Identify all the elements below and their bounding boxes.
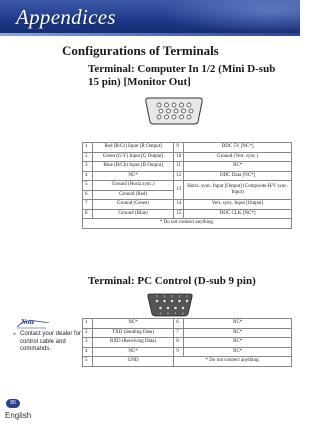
table-row: [83, 171, 292, 181]
pin-number: 6: [174, 319, 184, 329]
svg-text:9: 9: [159, 312, 162, 316]
pin-signal: Blue (B/Cb) Input [B Output]: [92, 162, 173, 172]
pin-signal: NC*: [184, 338, 292, 348]
table-footnote: * Do not connect anything.: [83, 219, 292, 229]
svg-text:6: 6: [182, 312, 184, 316]
pin-number: 8: [174, 338, 184, 348]
note-bullet: »: [13, 331, 16, 337]
table-row: [83, 181, 292, 191]
pin-signal: TXD (Sending Data): [92, 328, 173, 338]
pin-number: 4: [83, 171, 93, 181]
pin-number: 9: [174, 347, 184, 357]
table-row: [83, 357, 292, 367]
vga-terminal-title: Terminal: Computer In 1/2 (Mini D-sub 15 pin) [Monitor Out]: [88, 63, 276, 88]
table-footnote-row: [83, 219, 292, 229]
note-box: [13, 318, 82, 360]
pin-signal: GND: [92, 357, 173, 367]
page-number-badge: 80: [6, 399, 20, 408]
pin-number: 6: [83, 190, 93, 200]
note-label: Note: [21, 318, 35, 326]
pin-number: 7: [83, 200, 93, 210]
pin-number: 4: [83, 347, 93, 357]
page-header-title: Appendices: [16, 5, 116, 29]
pin-number: 2: [83, 152, 93, 162]
svg-text:4: 4: [163, 295, 166, 298]
pin-signal: NC*: [184, 328, 292, 338]
vga-connector-icon: [143, 96, 205, 126]
svg-text:1: 1: [186, 295, 188, 298]
pin-signal: NC*: [92, 319, 173, 329]
pin-number: 15: [174, 209, 184, 219]
table-row: [83, 209, 292, 219]
header-swoosh: [150, 0, 300, 36]
pin-signal: NC*: [92, 347, 173, 357]
language-label: English: [5, 411, 32, 420]
db9-connector-icon: [146, 292, 194, 318]
vga-pin-table: [82, 142, 292, 229]
pin-number: 1: [83, 143, 93, 153]
table-row: [83, 143, 292, 153]
pin-number: 13: [174, 181, 184, 200]
table-footnote: * Do not connect anything.: [174, 357, 292, 367]
svg-text:5: 5: [156, 295, 158, 298]
svg-text:8: 8: [167, 312, 169, 316]
pin-signal: RXD (Receiving Data): [92, 338, 173, 348]
pin-number: 2: [83, 328, 93, 338]
section-title: Configurations of Terminals: [62, 43, 219, 58]
pin-signal: DDC CLK [NC*]: [184, 209, 292, 219]
pin-signal: Green (G/Y) Input [G Output]: [92, 152, 173, 162]
svg-text:7: 7: [174, 312, 177, 316]
pin-signal: Ground (Vert. sync.): [184, 152, 292, 162]
pin-number: 9: [174, 143, 184, 153]
table-row: [83, 319, 292, 329]
pin-number: 3: [83, 162, 93, 172]
header-band: [0, 0, 300, 36]
table-row: [83, 200, 292, 210]
table-row: [83, 347, 292, 357]
table-row: [83, 328, 292, 338]
pin-signal: Ground (Green): [92, 200, 173, 210]
pin-signal: Ground (Blue): [92, 209, 173, 219]
table-row: [83, 338, 292, 348]
pin-signal: DDC 5V [NC*]: [184, 143, 292, 153]
pin-number: 10: [174, 152, 184, 162]
pin-signal: NC*: [92, 171, 173, 181]
pin-signal: Ground (Red): [92, 190, 173, 200]
table-row: [83, 162, 292, 172]
pin-signal: NC*: [184, 162, 292, 172]
pin-signal: NC*: [184, 347, 292, 357]
pin-number: 5: [83, 181, 93, 191]
pin-signal: Vert. sync. Input [Output]: [184, 200, 292, 210]
pin-signal: Ground (Horiz.sync.): [92, 181, 173, 191]
pin-number: 12: [174, 171, 184, 181]
pin-signal: DDC Data [NC*]: [184, 171, 292, 181]
pin-number: 11: [174, 162, 184, 172]
rs232-terminal-title: Terminal: PC Control (D-sub 9 pin): [88, 275, 256, 287]
pin-number: 14: [174, 200, 184, 210]
rs232-pin-table: [82, 318, 292, 367]
note-text: Contact your dealer for control cable and commands.: [20, 331, 82, 352]
pin-number: 1: [83, 319, 93, 329]
pin-signal: Red (R/Cr) Input [R Output]: [92, 143, 173, 153]
pin-number: 3: [83, 338, 93, 348]
svg-text:3: 3: [171, 295, 173, 298]
table-row: [83, 152, 292, 162]
pin-number: 7: [174, 328, 184, 338]
pin-signal: NC*: [184, 319, 292, 329]
pin-number: 8: [83, 209, 93, 219]
svg-text:2: 2: [178, 295, 181, 298]
pin-signal: Horiz. sync. Input [Output] (Composite H/V sync. Input): [184, 181, 292, 200]
pin-number: 5: [83, 357, 93, 367]
